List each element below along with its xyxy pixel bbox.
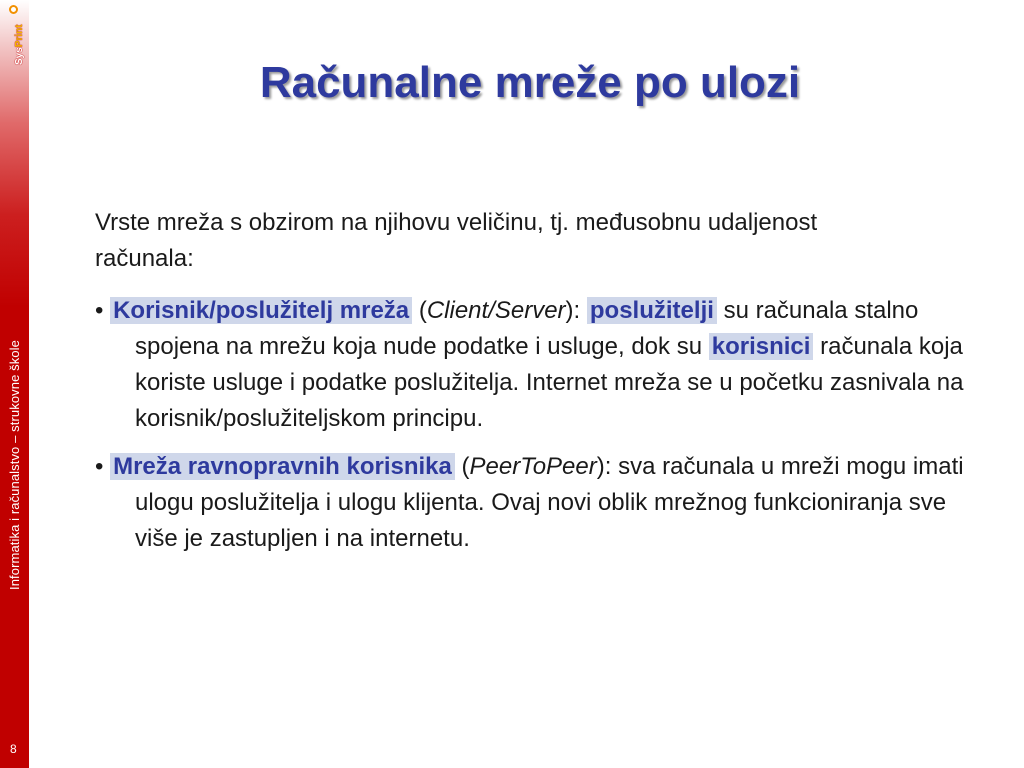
term-clients: korisnici	[709, 333, 814, 360]
sidebar-course-label: Informatika i računalstvo – strukovne škole	[7, 340, 22, 590]
logo-text-sys: Sys	[14, 47, 25, 65]
bullet-text-part2: računala koja koriste usluge i podatke poslužitelja. Internet mreža se u početku zasnivala na korisnik/poslužiteljskom principu.	[135, 333, 964, 432]
open-paren: (	[461, 453, 470, 480]
bullet-text-part1: sva računala u mreži mogu imati ulogu poslužitelja i ulogu klijenta. Ovaj novi oblik mrežnog funkcioniranja sve više je zastupljen i na internetu.	[135, 453, 964, 552]
term-client-server: Korisnik/poslužitelj mreža	[110, 297, 412, 324]
bullet-peer-to-peer	[95, 449, 995, 557]
logo-text-print: Print	[14, 24, 25, 48]
close-paren: ):	[565, 297, 581, 324]
bullet-client-server	[95, 293, 995, 437]
slide-title: Računalne mreže po ulozi	[259, 58, 801, 107]
term-en-peer-to-peer: PeerToPeer	[469, 453, 597, 480]
logo-ring-icon	[9, 5, 18, 14]
open-paren: (	[418, 297, 427, 324]
close-paren: ):	[596, 453, 612, 480]
intro-paragraph: Vrste mreža s obzirom na njihovu veličinu, tj. međusobnu udaljenost računala:	[95, 209, 818, 272]
sysprint-logo	[4, 4, 26, 66]
term-en-client-server: Client/Server	[426, 297, 566, 324]
term-peer-network: Mreža ravnopravnih korisnika	[110, 453, 455, 480]
sidebar	[0, 0, 29, 768]
slide-content	[95, 205, 995, 569]
term-servers: poslužitelji	[587, 297, 717, 324]
bullet-text-part1: su računala stalno spojena na mrežu koja nude podatke i usluge, dok su	[135, 297, 919, 360]
bullet-marker: •	[95, 453, 104, 480]
slide-number: 8	[10, 742, 17, 756]
bullet-marker: •	[95, 297, 104, 324]
